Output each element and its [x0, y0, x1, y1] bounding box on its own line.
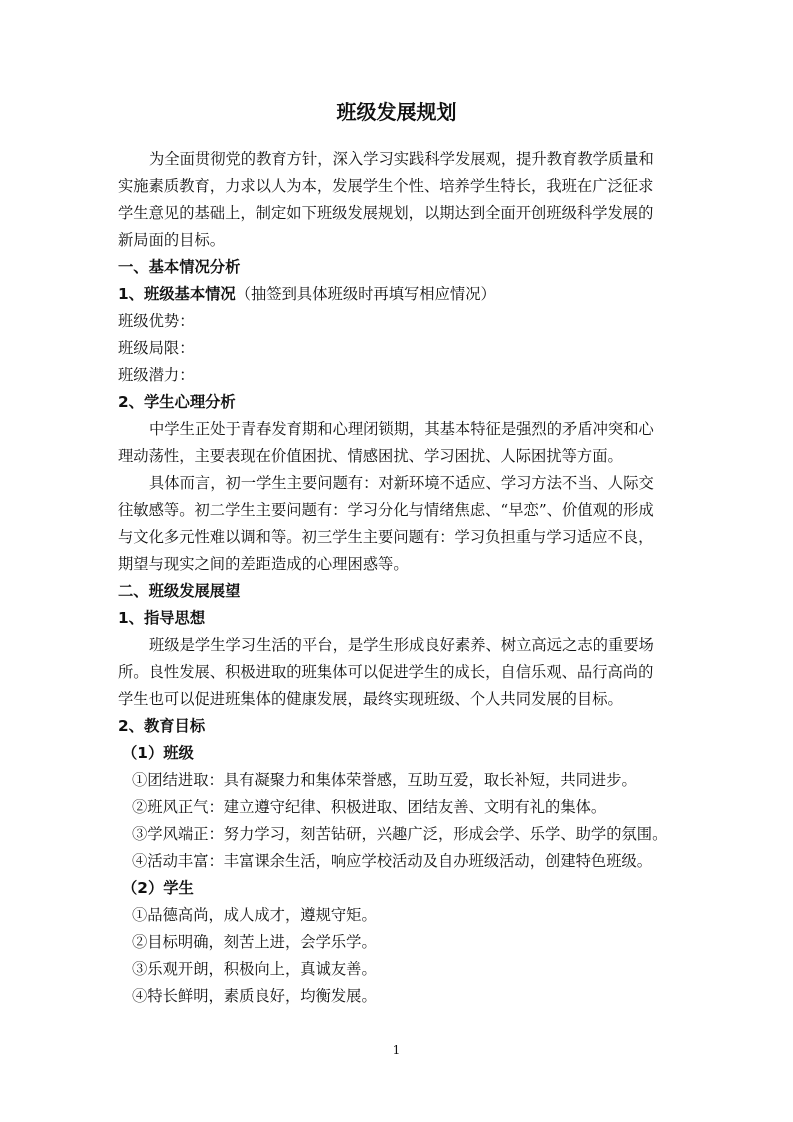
paragraph-line: 中学生正处于青春发育期和心理闭锁期，其基本特征是强烈的矛盾冲突和心	[149, 420, 654, 438]
list-item: ④特长鲜明，素质良好，均衡发展。	[132, 987, 377, 1005]
page-number: 1	[392, 1043, 401, 1057]
subsection-note: （抽签到具体班级时再填写相应情况）	[235, 285, 496, 303]
field-label: 班级局限：	[118, 339, 195, 357]
field-label: 班级优势：	[118, 312, 195, 330]
intro-line: 新局面的目标。	[118, 231, 226, 249]
goal-heading-class: （1）班级	[122, 744, 194, 762]
paragraph-line: 所。良性发展、积极进取的班集体可以促进学生的成长，自信乐观、品行高尚的	[118, 663, 654, 681]
intro-line: 学生意见的基础上，制定如下班级发展规划，以期达到全面开创班级科学发展的	[118, 204, 654, 222]
list-item: ③乐观开朗，积极向上，真诚友善。	[132, 960, 377, 978]
paragraph-line: 学生也可以促进班集体的健康发展，最终实现班级、个人共同发展的目标。	[118, 690, 623, 708]
paragraph-line: 具体而言，初一学生主要问题有：对新环境不适应、学习方法不当、人际交	[149, 474, 654, 492]
section-heading: 二、班级发展展望	[118, 582, 241, 600]
list-item: ②班风正气：建立遵守纪律、积极进取、团结友善、文明有礼的集体。	[132, 798, 607, 816]
intro-line: 为全面贯彻党的教育方针，深入学习实践科学发展观，提升教育教学质量和	[149, 150, 654, 168]
goal-heading-student: （2）学生	[122, 879, 194, 897]
field-label: 班级潜力：	[118, 366, 195, 384]
subsection-heading-row	[118, 281, 678, 308]
section-heading: 一、基本情况分析	[118, 258, 241, 276]
list-item: ④活动丰富：丰富课余生活，响应学校活动及自办班级活动，创建特色班级。	[132, 852, 653, 870]
paragraph-line: 理动荡性，主要表现在价值困扰、情感困扰、学习困扰、人际困扰等方面。	[118, 447, 623, 465]
list-item: ②目标明确，刻苦上进，会学乐学。	[132, 933, 377, 951]
paragraph-line: 与文化多元性难以调和等。初三学生主要问题有：学习负担重与学习适应不良，	[118, 528, 654, 546]
list-item: ①团结进取：具有凝聚力和集体荣誉感，互助互爱，取长补短，共同进步。	[132, 771, 637, 789]
list-item: ①品德高尚，成人成才，遵规守矩。	[132, 906, 377, 924]
subsection-heading: 1、指导思想	[118, 609, 206, 627]
paragraph-line: 班级是学生学习生活的平台，是学生形成良好素养、树立高远之志的重要场	[149, 636, 654, 654]
paragraph-line: 期望与现实之间的差距造成的心理困惑等。	[118, 555, 409, 573]
document-body	[118, 146, 678, 1010]
subsection-heading: 2、学生心理分析	[118, 393, 236, 411]
list-item: ③学风端正：努力学习，刻苦钻研，兴趣广泛，形成会学、乐学、助学的氛围。	[132, 825, 668, 843]
subsection-heading: 1、班级基本情况	[118, 285, 236, 303]
subsection-heading: 2、教育目标	[118, 717, 206, 735]
paragraph-line: 往敏感等。初二学生主要问题有：学习分化与情绪焦虑、“早恋”、价值观的形成	[118, 501, 654, 519]
document-title: 班级发展规划	[336, 100, 457, 124]
intro-line: 实施素质教育，力求以人为本，发展学生个性、培养学生特长，我班在广泛征求	[118, 177, 654, 195]
